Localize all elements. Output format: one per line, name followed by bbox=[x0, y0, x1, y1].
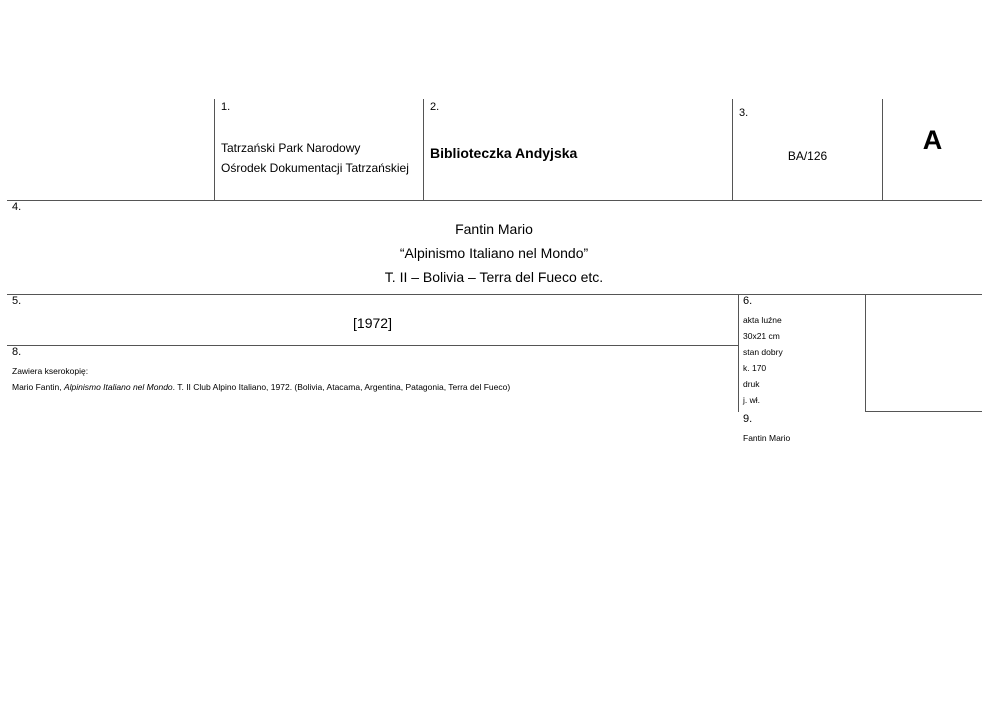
divider bbox=[423, 99, 424, 200]
physical-description-item: k. 170 bbox=[743, 363, 767, 373]
physical-description-item: druk bbox=[743, 379, 760, 389]
institution-name: Tatrzański Park Narodowy bbox=[221, 141, 361, 155]
field-1-number: 1. bbox=[221, 101, 231, 113]
category-letter: A bbox=[922, 125, 943, 155]
field-5-number: 5. bbox=[12, 295, 22, 307]
physical-description-item: stan dobry bbox=[743, 347, 783, 357]
divider bbox=[7, 345, 739, 346]
divider bbox=[865, 411, 982, 412]
bibliographic-citation bbox=[12, 382, 510, 392]
physical-description-item: 30x21 cm bbox=[743, 331, 780, 341]
author-name: Fantin Mario bbox=[455, 221, 533, 237]
work-title: “Alpinismo Italiano nel Mondo” bbox=[399, 245, 589, 261]
index-name: Fantin Mario bbox=[743, 433, 791, 443]
field-4-number: 4. bbox=[12, 201, 22, 213]
physical-description-item: j. wł. bbox=[743, 395, 760, 405]
divider bbox=[738, 294, 739, 412]
divider bbox=[7, 294, 982, 295]
divider bbox=[7, 200, 982, 201]
signature-code: BA/126 bbox=[787, 149, 828, 163]
field-3-number: 3. bbox=[739, 107, 749, 119]
citation-author: Mario Fantin, bbox=[12, 382, 64, 392]
field-9-number: 9. bbox=[743, 413, 753, 425]
citation-details: . T. II Club Alpino Italiano, 1972. (Bolivia, Atacama, Argentina, Patagonia, Terra del Fueco) bbox=[172, 382, 511, 392]
divider bbox=[214, 99, 215, 200]
field-2-number: 2. bbox=[430, 101, 440, 113]
physical-description-item: akta luźne bbox=[743, 315, 782, 325]
collection-title: Biblioteczka Andyjska bbox=[430, 145, 578, 161]
work-subtitle: T. II – Bolivia – Terra del Fueco etc. bbox=[384, 269, 604, 285]
citation-title: Alpinismo Italiano nel Mondo bbox=[63, 382, 173, 392]
field-6-number: 6. bbox=[743, 295, 753, 307]
institution-department: Ośrodek Dokumentacji Tatrzańskiej bbox=[221, 161, 409, 175]
field-8-number: 8. bbox=[12, 346, 22, 358]
date-value: [1972] bbox=[353, 315, 392, 331]
divider bbox=[865, 294, 866, 412]
contents-label: Zawiera kserokopię: bbox=[12, 366, 89, 376]
